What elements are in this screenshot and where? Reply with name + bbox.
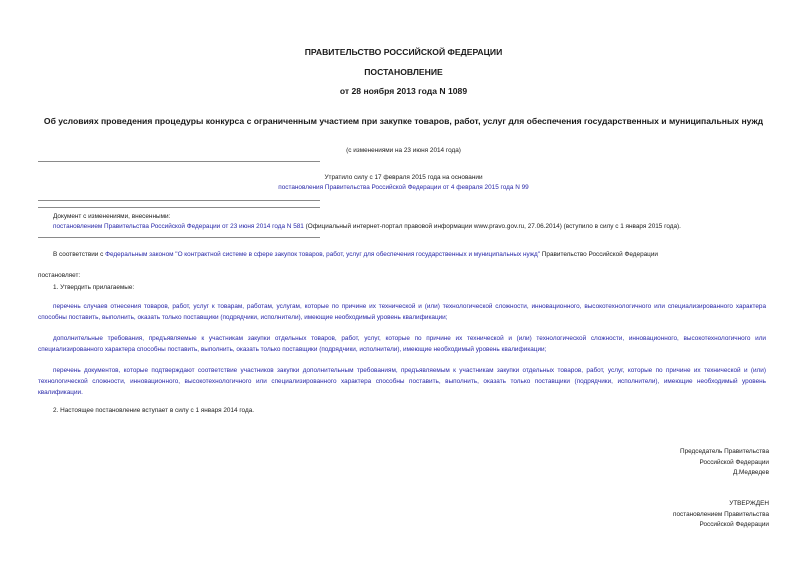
signature-line-1: Председатель Правительства xyxy=(680,448,769,455)
annex-link-2[interactable]: дополнительные требования, предъявляемые к участникам закупки отдельных товаров, работ, услуг, которые по причине их технической и (или) технологической сложности, инновационного, высокотехнологичного или специализированного характера способны поставить, выполнить, оказать только поставщики (подрядчики, исполнители), имеющие необходимый уровень квалификации; xyxy=(38,335,766,353)
item-2: 2. Настоящее постановление вступает в силу с 1 января 2014 года. xyxy=(53,407,255,414)
intro-suffix: Правительство Российской Федерации xyxy=(540,251,658,258)
document-title: Об условиях проведения процедуры конкурса с ограниченным участием при закупке товаров, работ, услуг для обеспечения государственных и муниципальных нужд xyxy=(43,116,764,126)
divider xyxy=(38,161,320,162)
list-item xyxy=(38,301,766,323)
status-link-wrap xyxy=(40,184,767,191)
changes-line xyxy=(53,223,681,230)
signature-line-2: Российской Федерации xyxy=(699,458,769,466)
list-item xyxy=(38,333,766,355)
list-item xyxy=(38,365,766,398)
federal-law-link[interactable]: Федеральным законом "О контрактной системе в сфере закупок товаров, работ, услуг для обеспечения государственных и муниципальных нужд" xyxy=(105,251,541,258)
approval-line-3: Российской Федерации xyxy=(699,521,769,528)
repeal-decree-link[interactable]: постановления Правительства Российской Федерации от 4 февраля 2015 года N 99 xyxy=(278,184,529,191)
org-name: ПРАВИТЕЛЬСТВО РОССИЙСКОЙ ФЕДЕРАЦИИ xyxy=(304,47,503,57)
divider xyxy=(38,237,320,238)
annex-link-1[interactable]: перечень случаев отнесения товаров, работ, услуг к товарам, работам, услугам, которые по причине их технической и (или) технологической сложности, инновационного, высокотехнологичного или специализированного характера способны поставить, выполнить, оказать только поставщики (подрядчики, исполнители), имеющие необходимый уровень квалификации; xyxy=(38,303,766,321)
approval-block xyxy=(469,499,769,531)
doc-type: ПОСТАНОВЛЕНИЕ xyxy=(364,67,443,77)
approval-line-2: постановлением Правительства xyxy=(673,510,769,518)
intro-paragraph xyxy=(53,251,658,258)
annex-link-3[interactable]: перечень документов, которые подтверждают соответствие участников закупки дополнительным требованиям, предъявляемым к участникам закупки отдельных товаров, работ, услуг, которые по причине их технической и (или) технологической сложности, инновационного, высокотехнологичного или специализированного характера способны поставить, выполнить, оказать только поставщики (подрядчики, исполнители), имеющие необходимый уровень квалификации. xyxy=(38,367,766,396)
status-line: Утратило силу с 17 февраля 2015 года на основании xyxy=(324,174,483,181)
changes-rest: (Официальный интернет-портал правовой информации www.pravo.gov.ru, 27.06.2014) (вступило в силу с 1 января 2015 года). xyxy=(303,223,681,230)
divider xyxy=(38,200,320,201)
intro-prefix: В соответствии с xyxy=(53,251,106,258)
divider xyxy=(38,207,320,208)
signature-line-3: Д.Медведев xyxy=(732,469,769,476)
amendment-decree-link[interactable]: постановлением Правительства Российской Федерации от 23 июня 2014 года N 581 xyxy=(53,223,304,230)
amendment-note: (с изменениями на 23 июня 2014 года) xyxy=(346,147,461,154)
date-number: от 28 ноября 2013 года N 1089 xyxy=(339,86,468,96)
approval-line-1: УТВЕРЖДЕН xyxy=(729,500,769,507)
signature-block xyxy=(469,447,769,479)
changes-label: Документ с изменениями, внесенными: xyxy=(53,213,171,220)
decrees-word: постановляет: xyxy=(38,272,81,279)
item-1: 1. Утвердить прилагаемые: xyxy=(53,284,135,291)
